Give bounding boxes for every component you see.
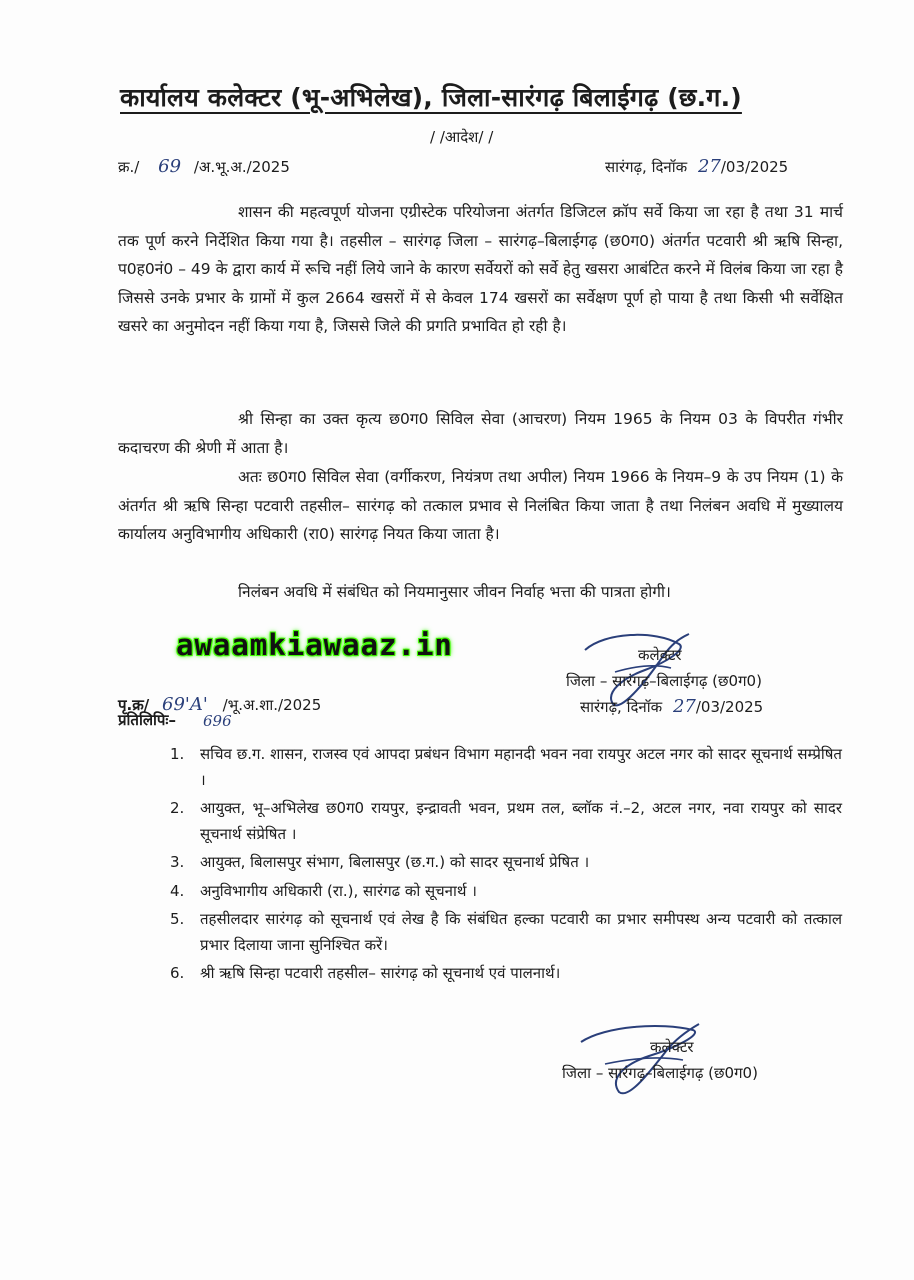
order-date: [605, 156, 788, 177]
list-item: 1. सचिव छ.ग. शासन, राजस्व एवं आपदा प्रबंधन विभाग महानदी भवन नवा रायपुर अटल नगर को सादर सूचनार्थ सम्प्रेषित ।: [170, 745, 842, 789]
list-item: 3. आयुक्त, बिलासपुर संभाग, बिलासपुर (छ.ग.) को सादर सूचनार्थ प्रेषित ।: [170, 853, 590, 871]
ref-prefix: क्र./: [118, 158, 140, 176]
signature-date-day-handwritten: 27: [672, 696, 696, 717]
signatory-district: जिला – सारंगढ़–बिलाईगढ़ (छ0ग0): [566, 672, 762, 690]
body-paragraph-3: अतः छ0ग0 सिविल सेवा (वर्गीकरण, नियंत्रण तथा अपील) नियम 1966 के नियम–9 के उप नियम (1) के अंतर्गत श्री ऋषि सिन्हा पटवारी तहसील– सारंगढ़ को तत्काल प्रभाव से निलंबित किया जाता है तथा निलंबन अवधि में मुख्यालय कार्यालय अनुविभागीय अधिकारी (रा0) सारंगढ़ नियत किया जाता है।: [118, 468, 843, 544]
signatory-title: कलेक्टर: [650, 1038, 694, 1056]
date-day-handwritten: 27: [697, 156, 721, 177]
office-heading: कार्यालय कलेक्टर (भू-अभिलेख), जिला-सारंगढ़ बिलाईगढ़ (छ.ग.): [120, 83, 742, 112]
list-item: 4. अनुविभागीय अधिकारी (रा.), सारंगढ को सूचनार्थ ।: [170, 881, 477, 900]
signature-block-2: [562, 1034, 758, 1086]
signature-date-label: सारंगढ़, दिनॉक: [580, 698, 663, 716]
signature-date: [566, 694, 763, 720]
endorsement-prefix: पृ.क्र/: [118, 696, 150, 714]
order-title: / /आदेश/ /: [430, 128, 494, 146]
list-item: 5. तहसीलदार सारंगढ़ को सूचनार्थ एवं लेख है कि संबंधित हल्का पटवारी का प्रभार समीपस्थ अन्य पटवारी को तत्काल प्रभार दिलाया जाना सुनिश्चित करें।: [170, 910, 842, 954]
list-item: 2. आयुक्त, भू–अभिलेख छ0ग0 रायपुर, इन्द्रावती भवन, प्रथम तल, ब्लॉक नं.–2, अटल नगर, नवा रायपुर को सादर सूचनार्थ संप्रेषित ।: [170, 799, 842, 843]
body-paragraph-4: निलंबन अवधि में संबंधित को नियमानुसार जीवन निर्वाह भत्ता की पात्रता होगी।: [238, 583, 671, 601]
signature-block-1: [566, 642, 763, 720]
endorsement-number-handwritten: 69'A': [162, 694, 208, 715]
website-watermark: awaamkiawaaz.in: [176, 628, 453, 662]
body-paragraph-2: श्री सिन्हा का उक्त कृत्य छ0ग0 सिविल सेवा (आचरण) नियम 1965 के नियम 03 के विपरीत गंभीर कदाचरण की श्रेणी में आता है।: [118, 410, 843, 457]
signatory-title: कलेक्टर: [638, 646, 682, 664]
endorsement-number-sub-handwritten: 696: [203, 712, 232, 730]
signature-date-suffix: /03/2025: [695, 698, 764, 716]
body-paragraph-1: शासन की महत्वपूर्ण योजना एग्रीस्टेक परियोजना अंतर्गत डिजिटल क्रॉप सर्वे किया जा रहा है तथा 31 मार्च तक पूर्ण करने निर्देशित किया गया है। तहसील – सारंगढ़ जिला – सारंगढ़–बिलाईगढ़ (छ0ग0) अंतर्गत पटवारी श्री ऋषि सिन्हा, प0ह0नं0 – 49 के द्वारा कार्य में रूचि नहीं लिये जाने के कारण सर्वेयरों को सर्वे हेतु खसरा आबंटित करने में विलंब किया जा रहा है जिससे उनके प्रभार के ग्रामों में कुल 2664 खसरों में से केवल 174 खसरों का सर्वेक्षण पूर्ण हो पाया है तथा किसी भी सर्वेक्षित खसरे का अनुमोदन नहीं किया गया है, जिससे जिले की प्रगति प्रभावित हो रही है।: [118, 203, 844, 336]
signatory-district: जिला – सारंगढ़–बिलाईगढ़ (छ0ग0): [562, 1064, 758, 1082]
ref-suffix: /अ.भू.अ./2025: [193, 158, 290, 176]
order-reference: [118, 156, 290, 177]
ref-number-handwritten: 69: [158, 156, 182, 177]
copy-recipient-list: [170, 742, 842, 990]
endorsement-suffix: /भू.अ.शा./2025: [222, 696, 322, 714]
date-label: सारंगढ़, दिनॉक: [605, 158, 688, 176]
date-suffix: /03/2025: [720, 158, 789, 176]
copy-label: प्रतिलिपिः–: [118, 711, 176, 729]
list-item: 6. श्री ऋषि सिन्हा पटवारी तहसील– सारंगढ़ को सूचनार्थ एवं पालनार्थ।: [170, 964, 561, 982]
